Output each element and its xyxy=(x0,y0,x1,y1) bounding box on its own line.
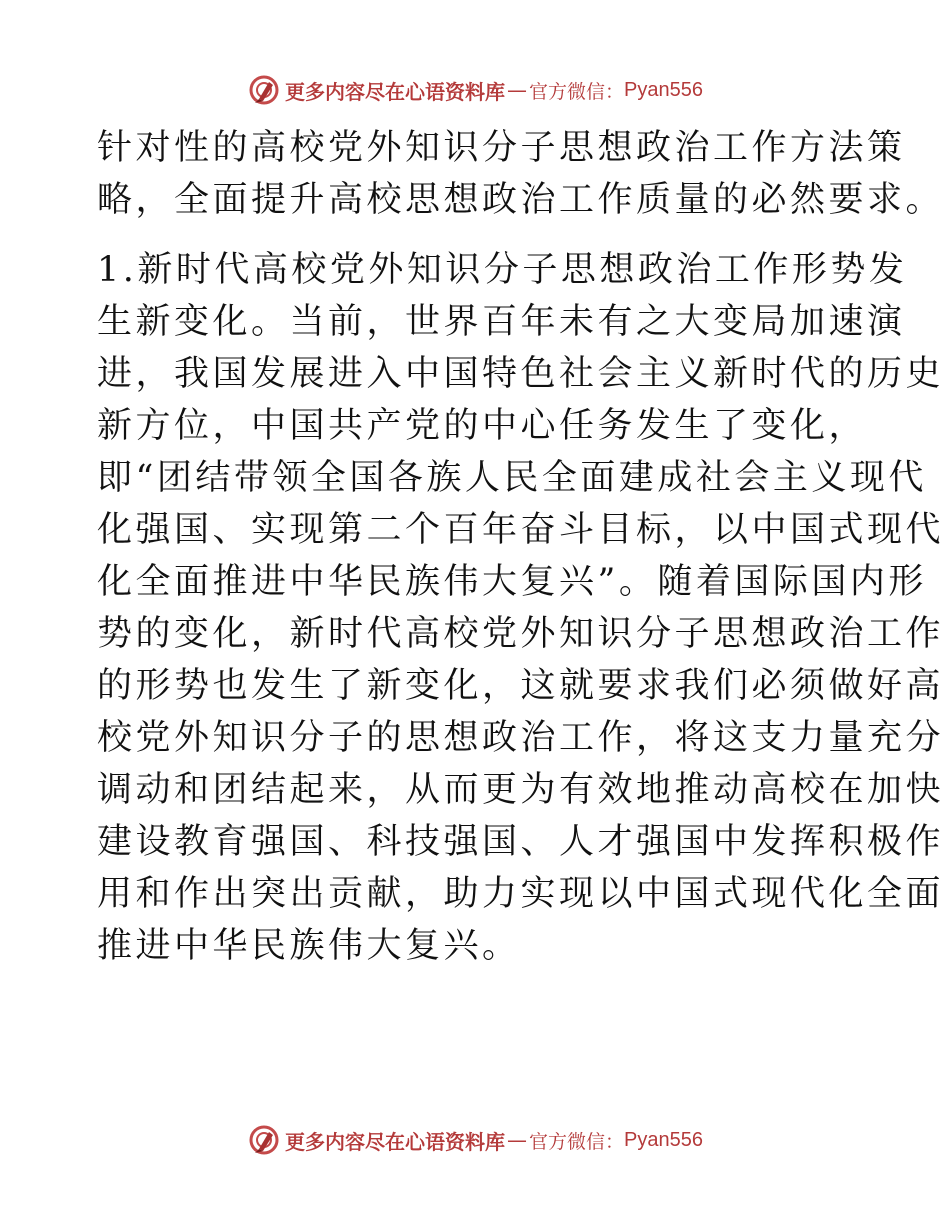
pen-nib-logo-icon xyxy=(247,73,281,107)
footer-brand-dash: — xyxy=(507,1128,527,1152)
text-line: 建设教育强国、科技强国、人才强国中发挥积极作 xyxy=(97,822,945,862)
text-line: 即“团结带领全国各族人民全面建成社会主义现代 xyxy=(97,458,927,498)
paragraph-1 xyxy=(97,122,945,226)
header-brand-dash: — xyxy=(507,78,527,102)
paragraph-gap xyxy=(97,226,857,244)
header-watermark xyxy=(0,72,950,108)
document-body xyxy=(97,122,945,972)
header-wechat-id: Pyan556 xyxy=(624,78,703,101)
text-line: 用和作出突出贡献，助力实现以中国式现代化全面 xyxy=(97,874,945,914)
text-line: 校党外知识分子的思想政治工作，将这支力量充分 xyxy=(97,718,945,758)
text-line: 的形势也发生了新变化，这就要求我们必须做好高 xyxy=(97,666,945,706)
text-line: 调动和团结起来，从而更为有效地推动高校在加快 xyxy=(97,770,945,810)
text-line: 略，全面提升高校思想政治工作质量的必然要求。 xyxy=(97,180,945,220)
paragraph-2 xyxy=(97,244,945,972)
text-line: 1.新时代高校党外知识分子思想政治工作形势发 xyxy=(97,250,908,290)
footer-brand-text: 更多内容尽在心语资料库 xyxy=(285,1129,505,1154)
footer-watermark xyxy=(0,1122,950,1158)
text-line: 化强国、实现第二个百年奋斗目标，以中国式现代 xyxy=(97,510,945,550)
text-line: 针对性的高校党外知识分子思想政治工作方法策 xyxy=(97,128,906,168)
footer-wechat-id: Pyan556 xyxy=(624,1128,703,1151)
footer-wechat-label: 官方微信： xyxy=(529,1130,625,1153)
header-wechat-label: 官方微信： xyxy=(529,80,625,103)
header-brand-text: 更多内容尽在心语资料库 xyxy=(285,79,505,104)
text-line: 势的变化，新时代高校党外知识分子思想政治工作 xyxy=(97,614,945,654)
pen-nib-logo-icon xyxy=(247,1123,281,1157)
text-line: 化全面推进中华民族伟大复兴”。随着国际国内形 xyxy=(97,562,927,602)
text-line: 推进中华民族伟大复兴。 xyxy=(97,926,521,966)
text-line: 进，我国发展进入中国特色社会主义新时代的历史 xyxy=(97,354,945,394)
text-line: 生新变化。当前，世界百年未有之大变局加速演 xyxy=(97,302,906,342)
text-line: 新方位，中国共产党的中心任务发生了变化， xyxy=(97,406,868,446)
